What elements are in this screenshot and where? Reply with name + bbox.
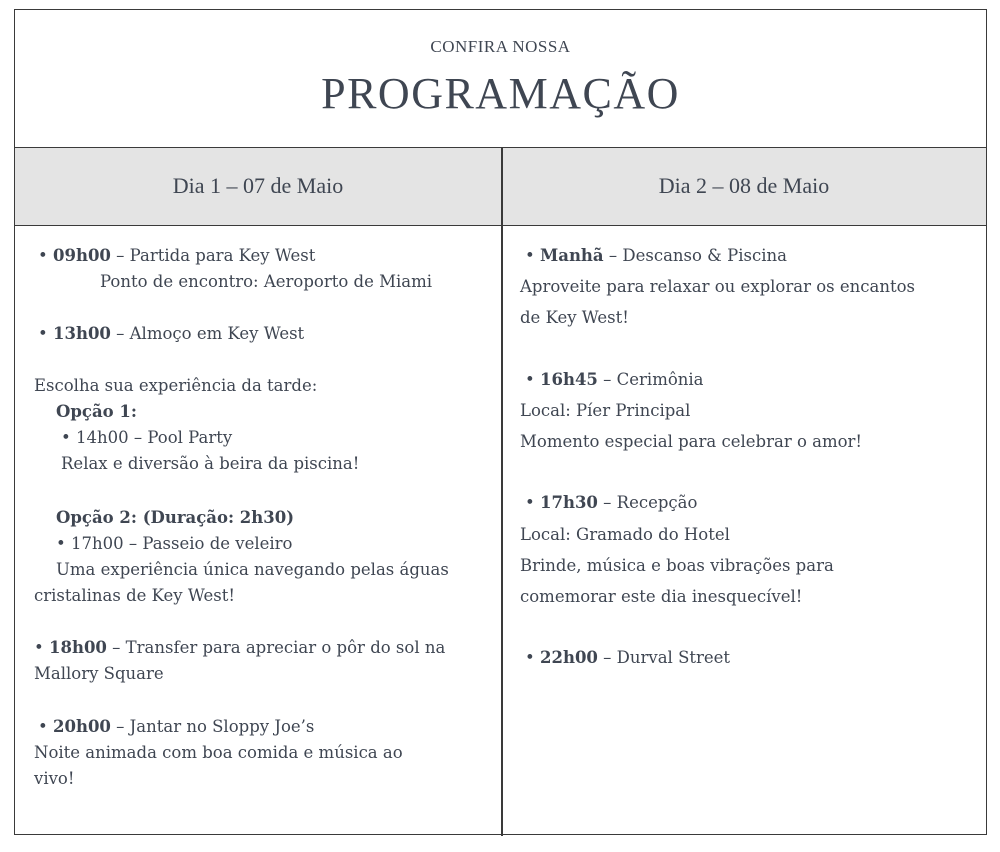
header-subtitle: CONFIRA NOSSA (430, 37, 571, 56)
day2-heading: Dia 2 – 08 de Maio (658, 173, 830, 198)
item-time: 13h00 (52, 324, 111, 343)
option2-line: cristalinas de Key West! (34, 586, 235, 605)
schedule-item: • 16h45 – Cerimônia (525, 370, 704, 389)
option1-label: Opção 1: (56, 402, 137, 421)
schedule-item: • 20h00 – Jantar no Sloppy Joe’s (38, 717, 315, 736)
item-time: 22h00 (539, 648, 598, 667)
option2-line: • 17h00 – Passeio de veleiro (56, 534, 293, 553)
item-time: 20h00 (52, 717, 111, 736)
schedule-item: • Manhã – Descanso & Piscina (525, 246, 787, 265)
item-detail: Brinde, música e boas vibrações para (520, 556, 834, 575)
item-text: – Durval Street (597, 648, 731, 667)
item-time: 17h30 (539, 493, 598, 512)
item-time: Manhã (539, 246, 604, 265)
schedule-item: • 13h00 – Almoço em Key West (38, 324, 305, 343)
item-detail: Momento especial para celebrar o amor! (520, 432, 863, 451)
item-detail: Ponto de encontro: Aeroporto de Miami (100, 272, 433, 291)
page-title: PROGRAMAÇÃO (321, 69, 680, 118)
item-detail: de Key West! (520, 308, 629, 327)
item-detail: Aproveite para relaxar ou explorar os encantos (520, 277, 915, 296)
choose-text: Escolha sua experiência da tarde: (34, 376, 318, 395)
item-text: – Recepção (597, 493, 698, 512)
item-detail: vivo! (34, 769, 75, 788)
item-text: – Descanso & Piscina (603, 246, 787, 265)
item-detail: Mallory Square (34, 664, 164, 683)
schedule-item: • 09h00 – Partida para Key West (38, 246, 316, 265)
option1-line: • 14h00 – Pool Party (61, 428, 233, 447)
item-text: – Jantar no Sloppy Joe’s (110, 717, 315, 736)
option2-line: Uma experiência única navegando pelas águas (56, 560, 449, 579)
item-text: – Partida para Key West (110, 246, 316, 265)
item-time: 18h00 (48, 638, 107, 657)
day1-heading: Dia 1 – 07 de Maio (172, 173, 344, 198)
option2-label: Opção 2: (Duração: 2h30) (56, 508, 295, 527)
option1-line: Relax e diversão à beira da piscina! (61, 454, 360, 473)
schedule-item: • 17h30 – Recepção (525, 493, 698, 512)
schedule-item: • 22h00 – Durval Street (525, 648, 731, 667)
header (15, 10, 986, 147)
item-text: – Transfer para apreciar o pôr do sol na (106, 638, 446, 657)
item-text: – Almoço em Key West (110, 324, 305, 343)
schedule-item: • 18h00 – Transfer para apreciar o pôr do sol na (34, 638, 446, 657)
item-detail: comemorar este dia inesquecível! (520, 587, 803, 606)
item-detail: Noite animada com boa comida e música ao (34, 743, 403, 762)
schedule-frame (14, 9, 987, 835)
item-text: – Cerimônia (597, 370, 704, 389)
item-time: 16h45 (539, 370, 598, 389)
item-detail: Local: Gramado do Hotel (520, 525, 730, 544)
item-detail: Local: Píer Principal (520, 401, 691, 420)
item-time: 09h00 (52, 246, 111, 265)
column-divider (501, 147, 503, 836)
